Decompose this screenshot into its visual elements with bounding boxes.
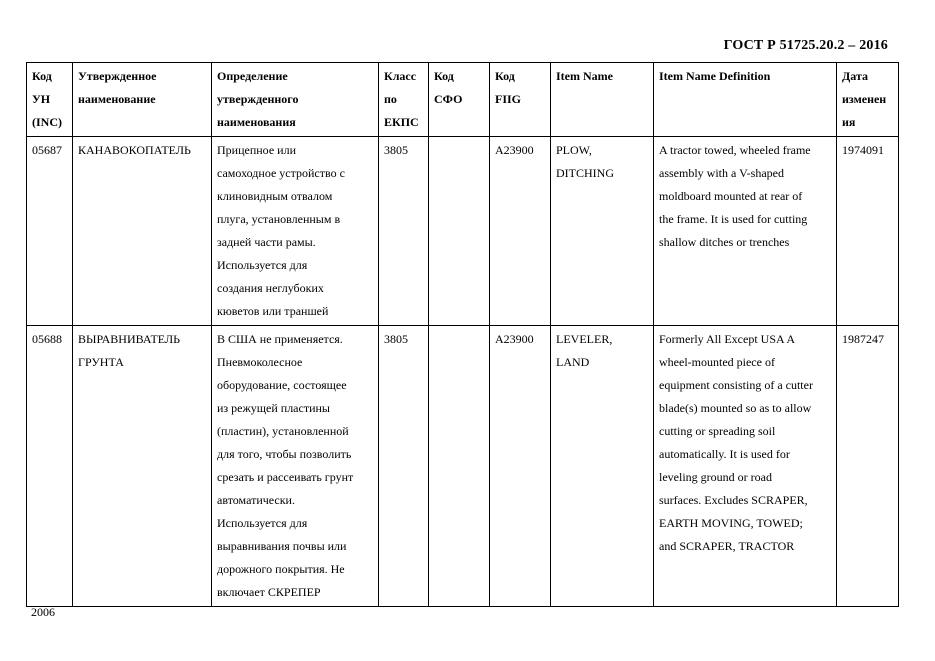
cell-sfo-code <box>429 326 490 607</box>
cell-item-name: LEVELER, LAND <box>551 326 654 607</box>
cell-change-date: 1987247 <box>837 326 899 607</box>
header-sfo-code: Код СФО <box>429 63 490 137</box>
cell-fiig-code: A23900 <box>490 137 551 326</box>
cell-inc: 05687 <box>27 137 73 326</box>
header-fiig-code: Код FIIG <box>490 63 551 137</box>
approved-names-table <box>26 62 899 607</box>
header-item-name-definition: Item Name Definition <box>654 63 837 137</box>
cell-sfo-code <box>429 137 490 326</box>
table-row <box>27 137 899 326</box>
header-item-name: Item Name <box>551 63 654 137</box>
header-change-date: Дата изменен ия <box>837 63 899 137</box>
cell-item-name-definition: A tractor towed, wheeled frame assembly with a V-shaped moldboard mounted at rear of the frame. It is used for cutting shallow ditches or trenches <box>654 137 837 326</box>
header-inc: Код УН (INC) <box>27 63 73 137</box>
cell-fiig-code: A23900 <box>490 326 551 607</box>
table-header-row <box>27 63 899 137</box>
cell-change-date: 1974091 <box>837 137 899 326</box>
header-definition: Определение утвержденного наименования <box>212 63 379 137</box>
standard-header: ГОСТ Р 51725.20.2 – 2016 <box>723 38 888 53</box>
header-ekps-class: Класс по ЕКПС <box>379 63 429 137</box>
cell-ekps-class: 3805 <box>379 326 429 607</box>
cell-inc: 05688 <box>27 326 73 607</box>
cell-ekps-class: 3805 <box>379 137 429 326</box>
cell-definition: В США не применяется. Пневмоколесное оборудование, состоящее из режущей пластины (пластин), установленной для того, чтобы позволить срезать и рассеивать грунт автоматически. Используется для выравнивания почвы или дорожного покрытия. Не включает СКРЕПЕР <box>212 326 379 607</box>
cell-approved-name: ВЫРАВНИВАТЕЛЬ ГРУНТА <box>73 326 212 607</box>
cell-approved-name: КАНАВОКОПАТЕЛЬ <box>73 137 212 326</box>
page-number: 2006 <box>31 605 55 619</box>
table-row <box>27 326 899 607</box>
header-approved-name: Утвержденное наименование <box>73 63 212 137</box>
cell-item-name-definition: Formerly All Except USA A wheel-mounted piece of equipment consisting of a cutter blade(s) mounted so as to allow cutting or spreading soil automatically. It is used for leveling ground or road surfaces. Excludes SCRAPER, EARTH MOVING, TOWED; and SCRAPER, TRACTOR <box>654 326 837 607</box>
cell-item-name: PLOW, DITCHING <box>551 137 654 326</box>
cell-definition: Прицепное или самоходное устройство с клиновидным отвалом плуга, установленным в задней части рамы. Используется для создания неглубоких кюветов или траншей <box>212 137 379 326</box>
